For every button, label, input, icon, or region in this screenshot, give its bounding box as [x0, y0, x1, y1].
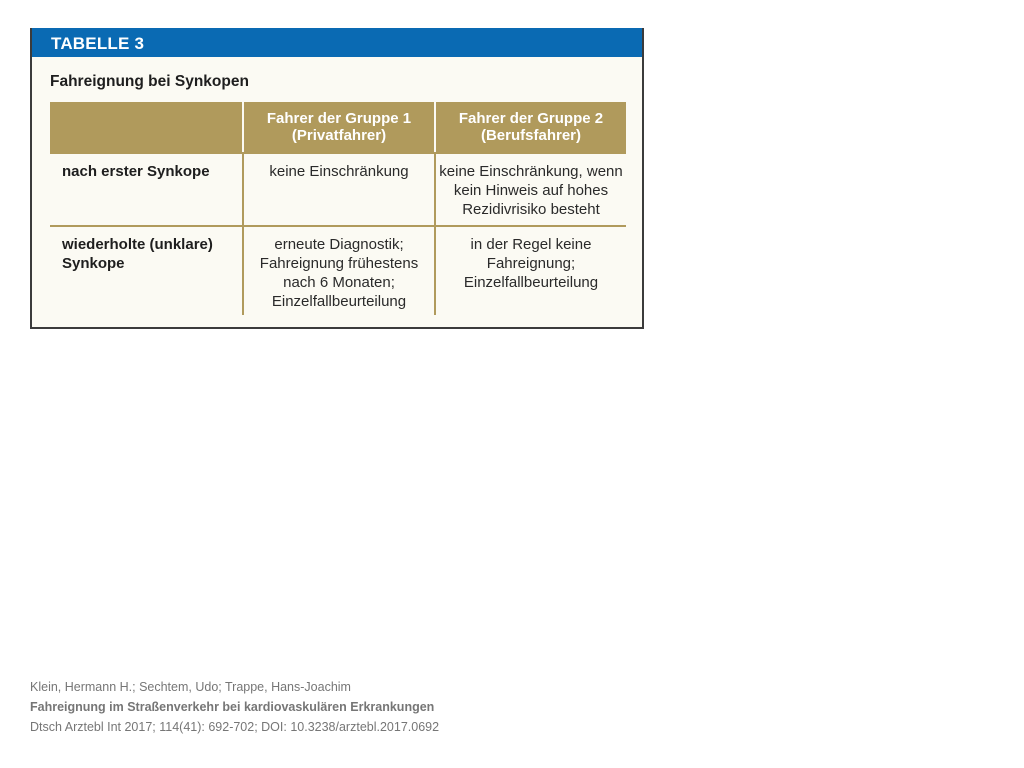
header-cell-group2: Fahrer der Gruppe 2 (Berufsfahrer): [434, 102, 626, 152]
data-table: [50, 102, 626, 315]
header-cell-empty: [50, 102, 242, 152]
row-group1-value: keine Einschränkung: [242, 154, 434, 225]
row-group2-value: keine Einschränkung, wenn kein Hinweis auf hohes Rezidivrisiko besteht: [434, 154, 626, 225]
row-group1-value: erneute Diagnostik; Fahreignung frühestens nach 6 Monaten; Einzelfallbeurteilung: [242, 227, 434, 315]
table-header-row: [50, 102, 626, 152]
table-figure: [30, 28, 644, 329]
header-cell-group1: Fahrer der Gruppe 1 (Privatfahrer): [242, 102, 434, 152]
table-label: TABELLE 3: [32, 28, 642, 57]
table-row: [50, 227, 626, 315]
table-title: Fahreignung bei Synkopen: [50, 73, 249, 90]
row-condition: wiederholte (unklare) Synkope: [62, 236, 213, 272]
row-condition: nach erster Synkope: [62, 163, 210, 180]
citation-source: Dtsch Arztebl Int 2017; 114(41): 692-702; DOI: 10.3238/arztebl.2017.0692: [30, 720, 440, 734]
table-row: [50, 152, 626, 227]
citation-authors: Klein, Hermann H.; Sechtem, Udo; Trappe, Hans-Joachim: [30, 680, 351, 694]
citation: [30, 677, 439, 737]
citation-title: Fahreignung im Straßenverkehr bei kardiovaskulären Erkrankungen: [30, 700, 435, 714]
row-group2-value: in der Regel keine Fahreignung; Einzelfallbeurteilung: [434, 227, 626, 315]
